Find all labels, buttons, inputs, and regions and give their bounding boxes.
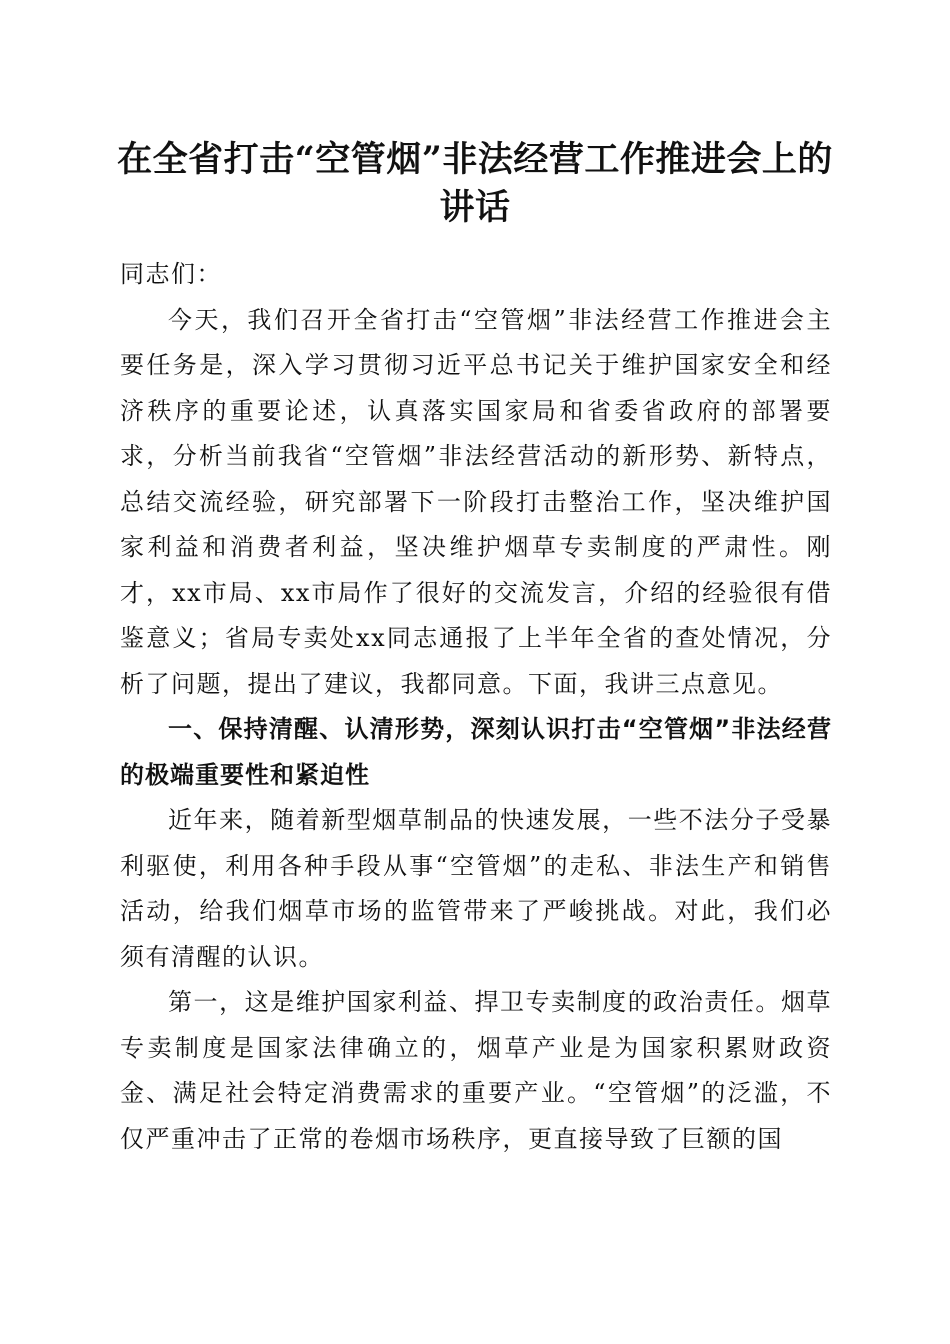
- section-paragraph-1: 近年来，随着新型烟草制品的快速发展，一些不法分子受暴利驱使，利用各种手段从事“空管烟”的走私、非法生产和销售活动，给我们烟草市场的监管带来了严峻挑战。对此，我们必须有清醒的认识。: [120, 806, 832, 971]
- salutation: 同志们：: [120, 260, 222, 288]
- intro-paragraph: 今天，我们召开全省打击“空管烟”非法经营工作推进会主要任务是，深入学习贯彻习近平总书记关于维护国家安全和经济秩序的重要论述，认真落实国家局和省委省政府的部署要求，分析当前我省“空管烟”非法经营活动的新形势、新特点，总结交流经验，研究部署下一阶段打击整治工作，坚决维护国家利益和消费者利益，坚决维护烟草专卖制度的严肃性。刚才，xx市局、xx市局作了很好的交流发言，介绍的经验很有借鉴意义；省局专卖处xx同志通报了上半年全省的查处情况，分析了问题，提出了建议，我都同意。下面，我讲三点意见。: [120, 305, 832, 698]
- document-body: [120, 252, 832, 1162]
- section-heading-1: 一、保持清醒、认清形势，深刻认识打击“空管烟”非法经营的极端重要性和紧迫性: [120, 715, 832, 789]
- section-paragraph-2: 第一，这是维护国家利益、捍卫专卖制度的政治责任。烟草专卖制度是国家法律确立的，烟草产业是为国家积累财政资金、满足社会特定消费需求的重要产业。“空管烟”的泛滥，不仅严重冲击了正常的卷烟市场秩序，更直接导致了巨额的国: [120, 988, 832, 1153]
- document-title: 在全省打击“空管烟”非法经营工作推进会上的讲话: [117, 139, 833, 228]
